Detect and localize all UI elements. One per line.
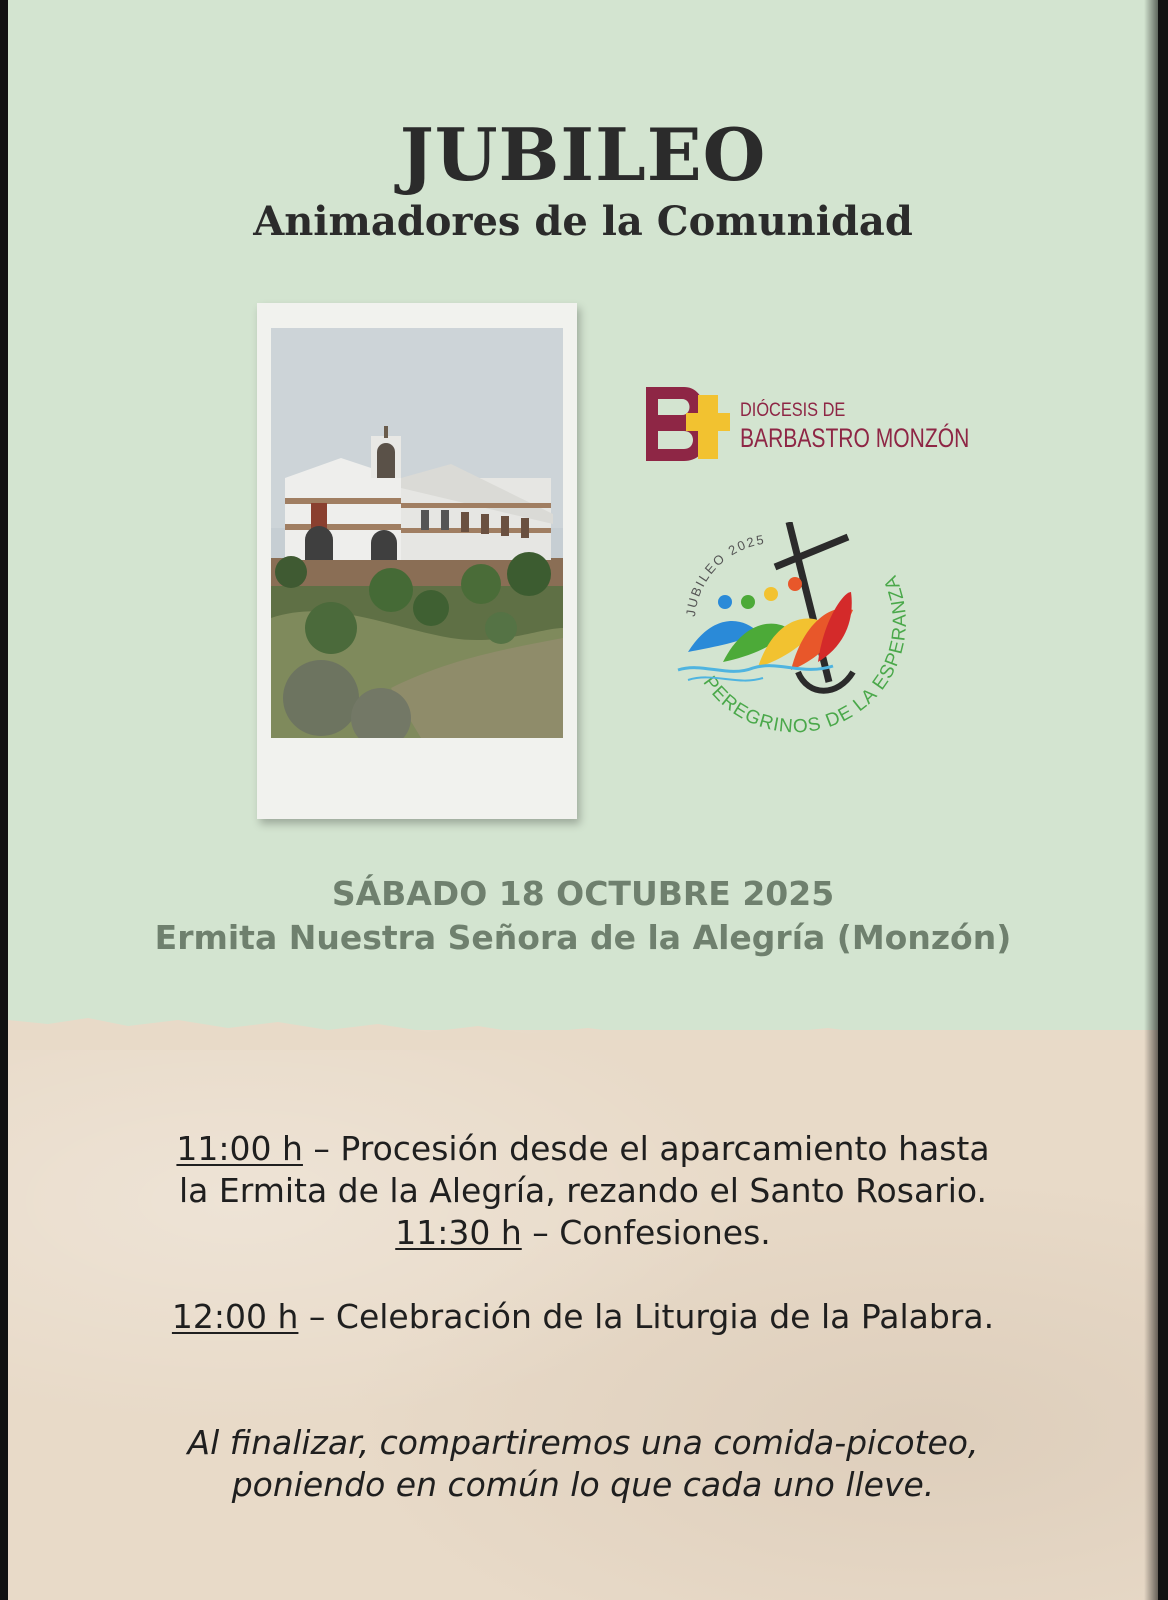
page-subtitle: Animadores de la Comunidad [253,198,913,245]
poster [8,0,1158,1600]
schedule-text-1a: – Procesión desde el aparcamiento hasta [302,1129,990,1168]
torn-paper-edge [8,1010,1158,1050]
schedule-text-3: – Celebración de la Liturgia de la Palabra. [298,1297,995,1336]
event-date: SÁBADO 18 OCTUBRE 2025 [331,874,835,913]
hermitage-photo [271,328,563,738]
event-place: Ermita Nuestra Señora de la Alegría (Monzón) [154,918,1012,957]
schedule-time-2: 11:30 h [395,1213,522,1252]
jubileo-2025-logo [673,522,913,752]
closing-line-2: poniendo en común lo que cada uno lleve. [231,1465,935,1504]
jubileo-top-text: JUBILEO 2025 [682,531,767,618]
jubileo-bottom-text: PEREGRINOS DE LA ESPERANZA [698,571,911,738]
schedule-item-3 [8,1296,1158,1338]
closing-line-1: Al finalizar, compartiremos una comida-picoteo, [187,1423,979,1462]
diocesis-name-line1: DIÓCESIS DE [740,400,846,421]
jubileo-emblem-icon [673,522,913,752]
diocesis-logo [644,385,970,465]
polaroid-photo-frame [257,303,577,819]
schedule-time-1: 11:00 h [176,1129,303,1168]
diocesis-name-line2: BARBASTRO MONZÓN [740,423,970,453]
schedule-time-3: 12:00 h [171,1297,299,1336]
schedule-text-1b: la Ermita de la Alegría, rezando el Santo Rosario. [178,1171,988,1210]
page-title: JUBILEO [399,112,767,197]
schedule-item-2 [8,1212,1158,1254]
schedule-item-1 [8,1128,1158,1212]
diocesis-b-cross-icon [644,385,740,465]
closing-note [8,1422,1158,1506]
schedule-text-2: – Confesiones. [521,1213,771,1252]
hermitage-illustration [271,328,563,738]
